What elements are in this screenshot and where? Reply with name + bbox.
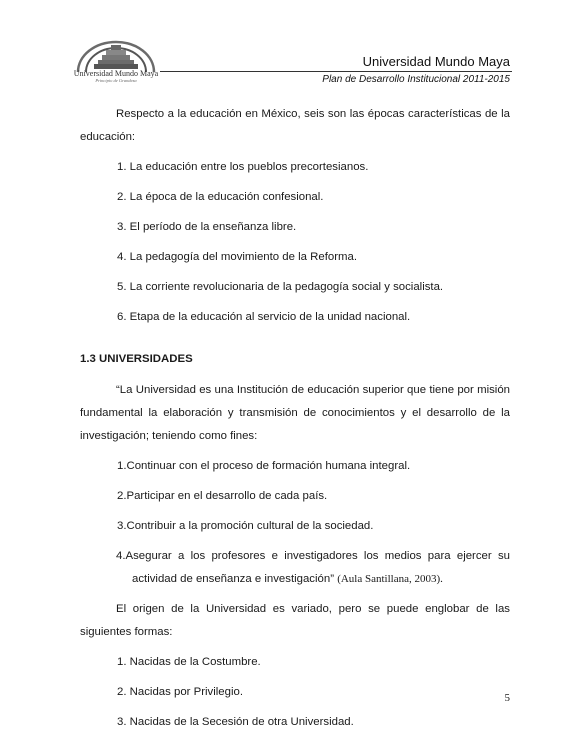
epoch-item: 2. La época de la educación confesional.: [117, 191, 324, 203]
section-heading: 1.3 UNIVERSIDADES: [80, 353, 193, 365]
definition-paragraph: “La Universidad es una Institución de educación superior que tiene por misión fundamental la elaboración y transmisión de conocimientos y el desarrollo de la investigación; teniendo como fines:: [80, 384, 510, 442]
logo-subtitle: Principio de Grandeza: [95, 78, 137, 83]
citation: (Aula Santillana, 2003).: [337, 573, 443, 585]
epoch-item: 1. La educación entre los pueblos precortesianos.: [117, 161, 369, 173]
intro-paragraph: Respecto a la educación en México, seis son las épocas características de la educación:: [80, 108, 510, 143]
origin-item: 1. Nacidas de la Costumbre.: [117, 656, 261, 668]
purpose-item: 1.Continuar con el proceso de formación humana integral.: [117, 460, 411, 472]
origin-item: 2. Nacidas por Privilegio.: [117, 686, 243, 698]
purpose-item: [80, 545, 510, 591]
epoch-item: 3. El período de la enseñanza libre.: [117, 221, 297, 233]
logo-name: Universidad Mundo Maya: [73, 69, 159, 78]
purpose-item: 3.Contribuir a la promoción cultural de la sociedad.: [117, 520, 374, 532]
page-body: [80, 103, 510, 734]
purpose-text: 4.Asegurar a los profesores e investigadores los medios para ejercer su actividad de enseñanza e investigación”: [116, 550, 510, 585]
epoch-item: 5. La corriente revolucionaria de la pedagogía social y socialista.: [117, 281, 444, 293]
origin-paragraph: El origen de la Universidad es variado, pero se puede englobar de las siguientes formas:: [80, 603, 510, 638]
purpose-item: 2.Participar en el desarrollo de cada país.: [117, 490, 328, 502]
origin-item: 3. Nacidas de la Secesión de otra Universidad.: [117, 716, 354, 728]
header-divider: [160, 71, 512, 72]
epoch-item: 4. La pedagogía del movimiento de la Reforma.: [117, 251, 357, 263]
header-subtitle: Plan de Desarrollo Institucional 2011-2015: [322, 74, 510, 85]
page-number: 5: [504, 692, 510, 704]
header-title: Universidad Mundo Maya: [362, 54, 510, 69]
epoch-item: 6. Etapa de la educación al servicio de la unidad nacional.: [117, 311, 411, 323]
